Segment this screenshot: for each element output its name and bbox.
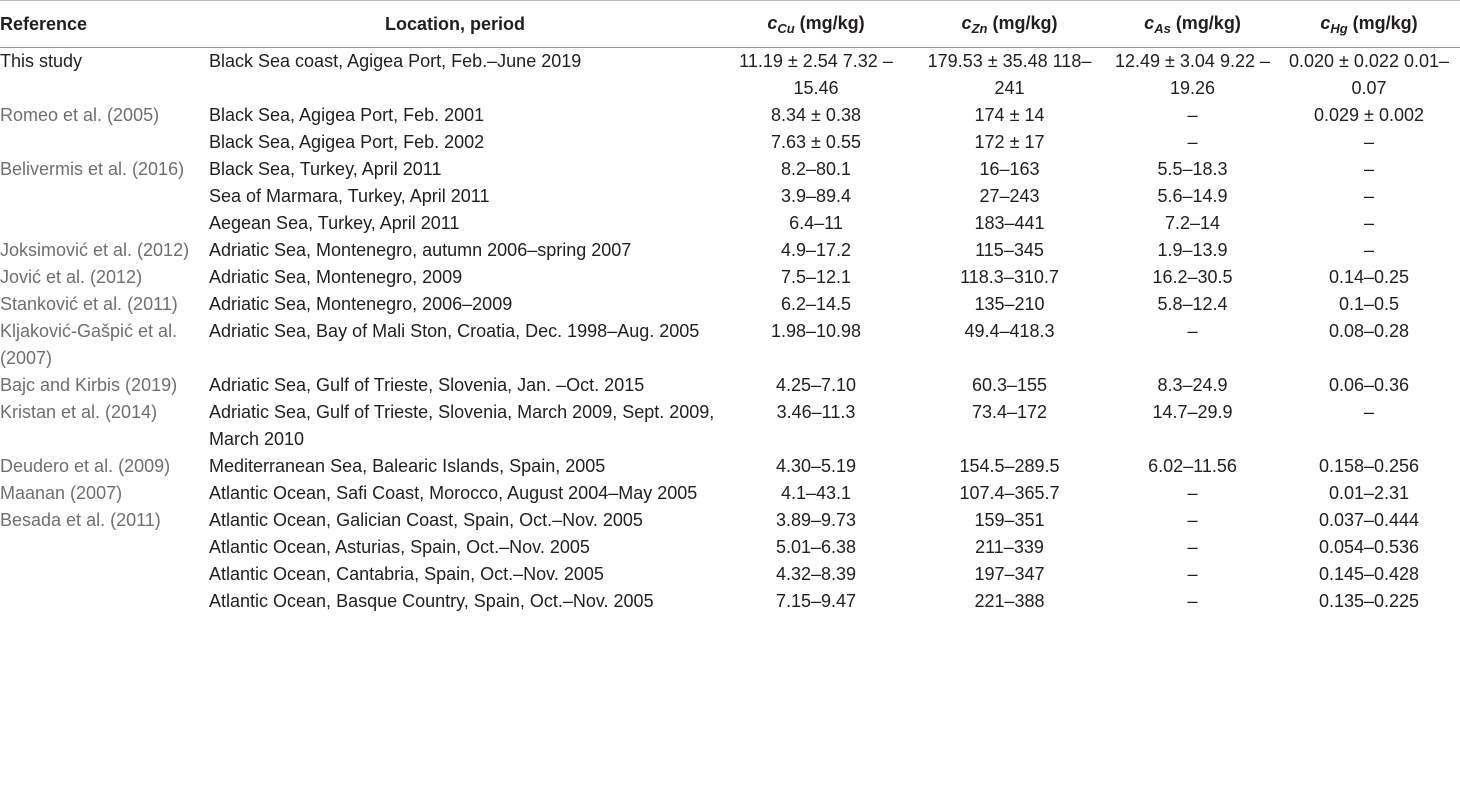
table-row <box>0 318 1460 372</box>
cell-zn: 172 ± 17 <box>974 132 1045 152</box>
header-location: Location, period <box>203 1 720 48</box>
cell-cu: 4.9–17.2 <box>780 240 852 260</box>
cell-cu: 1.98–10.98 <box>770 321 862 341</box>
cell-hg: 0.14–0.25 <box>1328 267 1410 287</box>
header-as-var: c <box>1144 13 1155 33</box>
header-zn <box>912 1 1107 48</box>
cell-zn: 183–441 <box>974 213 1045 233</box>
cell-cu: 8.2–80.1 <box>780 159 852 179</box>
cell-hg: 0.158–0.256 <box>1318 456 1420 476</box>
cell-as: – <box>1187 321 1198 341</box>
cell-as: 12.49 ± 3.04 9.22 –19.26 <box>1114 51 1270 98</box>
cell-zn: 211–339 <box>975 537 1044 557</box>
header-as-sub: As <box>1154 21 1171 36</box>
cell-reference: Kljaković-Gašpić et al. (2007) <box>0 321 178 368</box>
header-hg <box>1278 1 1460 48</box>
cell-location: Atlantic Ocean, Galician Coast, Spain, Oct.–Nov. 2005 <box>209 510 643 530</box>
cell-hg: – <box>1363 240 1374 260</box>
cell-reference <box>0 588 203 615</box>
table-row <box>0 183 1460 210</box>
cell-reference: Bajc and Kirbis (2019) <box>0 375 178 395</box>
cell-zn: 60.3–155 <box>971 375 1048 395</box>
cell-as: – <box>1187 510 1198 530</box>
cell-as: 7.2–14 <box>1164 213 1221 233</box>
cell-location: Black Sea, Agigea Port, Feb. 2001 <box>209 105 485 125</box>
cell-hg: – <box>1363 213 1374 233</box>
table-row <box>0 480 1460 507</box>
cell-reference <box>0 534 203 561</box>
cell-zn: 221–388 <box>974 591 1045 611</box>
cell-zn: 115–345 <box>975 240 1044 260</box>
header-as <box>1107 1 1278 48</box>
header-zn-sub: Zn <box>971 21 988 36</box>
cell-reference: Joksimović et al. (2012) <box>0 240 190 260</box>
cell-zn: 174 ± 14 <box>974 105 1045 125</box>
cell-hg: 0.01–2.31 <box>1328 483 1410 503</box>
header-cu-sub: Cu <box>777 21 795 36</box>
cell-location: Black Sea coast, Agigea Port, Feb.–June 2019 <box>209 51 582 71</box>
cell-reference: Maanan (2007) <box>0 483 123 503</box>
table-row <box>0 399 1460 453</box>
table-row <box>0 264 1460 291</box>
cell-hg: 0.06–0.36 <box>1328 375 1410 395</box>
table-body <box>0 48 1460 616</box>
cell-as: 5.6–14.9 <box>1157 186 1228 206</box>
cell-reference: Romeo et al. (2005) <box>0 105 160 125</box>
cell-cu: 4.30–5.19 <box>775 456 857 476</box>
header-hg-var: c <box>1320 13 1331 33</box>
cell-reference: Belivermis et al. (2016) <box>0 159 185 179</box>
cell-cu: 3.46–11.3 <box>776 402 856 422</box>
cell-hg: 0.029 ± 0.002 <box>1314 105 1424 125</box>
cell-location: Adriatic Sea, Montenegro, autumn 2006–spring 2007 <box>209 240 632 260</box>
cell-cu: 3.89–9.73 <box>775 510 857 530</box>
cell-hg: – <box>1363 186 1374 206</box>
cell-location: Atlantic Ocean, Cantabria, Spain, Oct.–Nov. 2005 <box>209 564 604 584</box>
cell-as: 6.02–11.56 <box>1148 456 1237 476</box>
cell-location: Adriatic Sea, Montenegro, 2009 <box>209 267 463 287</box>
header-cu-unit: (mg/kg) <box>794 13 865 33</box>
cell-reference: This study <box>0 51 83 71</box>
cell-location: Atlantic Ocean, Asturias, Spain, Oct.–Nov. 2005 <box>209 537 590 557</box>
cell-reference: Besada et al. (2011) <box>0 510 161 530</box>
cell-reference <box>0 561 203 588</box>
header-zn-unit: (mg/kg) <box>987 13 1058 33</box>
cell-zn: 118.3–310.7 <box>960 267 1059 287</box>
cell-cu: 6.2–14.5 <box>780 294 852 314</box>
cell-as: 8.3–24.9 <box>1157 375 1228 395</box>
header-hg-sub: Hg <box>1330 21 1348 36</box>
table-row <box>0 588 1460 615</box>
cell-zn: 154.5–289.5 <box>959 456 1060 476</box>
cell-zn: 159–351 <box>974 510 1045 530</box>
cell-zn: 179.53 ± 35.48 118–241 <box>927 51 1092 98</box>
cell-hg: 0.037–0.444 <box>1318 510 1420 530</box>
cell-reference <box>0 210 203 237</box>
table-row <box>0 453 1460 480</box>
table-row <box>0 129 1460 156</box>
cell-as: – <box>1187 483 1198 503</box>
cell-reference <box>0 183 203 210</box>
cell-location: Adriatic Sea, Gulf of Trieste, Slovenia, March 2009, Sept. 2009, March 2010 <box>209 402 715 449</box>
table-row <box>0 237 1460 264</box>
cell-as: – <box>1187 564 1198 584</box>
cell-cu: 7.15–9.47 <box>775 591 857 611</box>
cell-zn: 107.4–365.7 <box>959 483 1060 503</box>
cell-location: Atlantic Ocean, Safi Coast, Morocco, August 2004–May 2005 <box>209 483 698 503</box>
cell-location: Adriatic Sea, Bay of Mali Ston, Croatia, Dec. 1998–Aug. 2005 <box>209 321 700 341</box>
cell-as: – <box>1187 537 1198 557</box>
table-row <box>0 156 1460 183</box>
cell-hg: 0.020 ± 0.022 0.01–0.07 <box>1288 51 1449 98</box>
cell-as: 1.9–13.9 <box>1157 240 1228 260</box>
cell-location: Sea of Marmara, Turkey, April 2011 <box>209 186 490 206</box>
header-cu-var: c <box>767 13 778 33</box>
table-row <box>0 291 1460 318</box>
cell-location: Adriatic Sea, Montenegro, 2006–2009 <box>209 294 513 314</box>
cell-location: Atlantic Ocean, Basque Country, Spain, Oct.–Nov. 2005 <box>209 591 654 611</box>
cell-zn: 135–210 <box>974 294 1045 314</box>
cell-hg: – <box>1363 132 1374 152</box>
cell-as: – <box>1187 591 1198 611</box>
cell-as: – <box>1187 105 1198 125</box>
cell-as: 5.5–18.3 <box>1157 159 1228 179</box>
cell-as: – <box>1187 132 1198 152</box>
cell-zn: 27–243 <box>979 186 1040 206</box>
cell-location: Adriatic Sea, Gulf of Trieste, Slovenia, Jan. –Oct. 2015 <box>209 375 645 395</box>
cell-hg: – <box>1363 159 1374 179</box>
cell-hg: 0.1–0.5 <box>1338 294 1400 314</box>
cell-hg: – <box>1363 402 1374 422</box>
table-row <box>0 507 1460 534</box>
cell-zn: 49.4–418.3 <box>964 321 1055 341</box>
cell-cu: 5.01–6.38 <box>775 537 857 557</box>
header-row <box>0 1 1460 48</box>
cell-reference: Jović et al. (2012) <box>0 267 143 287</box>
cell-as: 16.2–30.5 <box>1152 267 1233 287</box>
table-row <box>0 102 1460 129</box>
header-reference: Reference <box>0 1 203 48</box>
cell-cu: 8.34 ± 0.38 <box>771 105 861 125</box>
cell-location: Black Sea, Turkey, April 2011 <box>209 159 442 179</box>
cell-zn: 16–163 <box>979 159 1040 179</box>
table-row <box>0 372 1460 399</box>
cell-cu: 11.19 ± 2.54 7.32 –15.46 <box>739 51 893 98</box>
cell-as: 5.8–12.4 <box>1157 294 1228 314</box>
header-cu <box>720 1 912 48</box>
cell-zn: 73.4–172 <box>971 402 1048 422</box>
cell-reference: Stanković et al. (2011) <box>0 294 178 314</box>
cell-cu: 7.5–12.1 <box>780 267 852 287</box>
table-row <box>0 48 1460 103</box>
cell-hg: 0.145–0.428 <box>1318 564 1420 584</box>
cell-cu: 7.63 ± 0.55 <box>771 132 861 152</box>
cell-hg: 0.054–0.536 <box>1318 537 1420 557</box>
cell-reference: Deudero et al. (2009) <box>0 456 171 476</box>
cell-as: 14.7–29.9 <box>1152 402 1233 422</box>
cell-reference <box>0 129 203 156</box>
cell-cu: 3.9–89.4 <box>780 186 852 206</box>
cell-cu: 4.32–8.39 <box>775 564 857 584</box>
cell-reference: Kristan et al. (2014) <box>0 402 158 422</box>
table-row <box>0 210 1460 237</box>
cell-zn: 197–347 <box>974 564 1045 584</box>
cell-location: Mediterranean Sea, Balearic Islands, Spain, 2005 <box>209 456 606 476</box>
cell-hg: 0.135–0.225 <box>1318 591 1420 611</box>
cell-cu: 6.4–11 <box>789 213 843 233</box>
header-as-unit: (mg/kg) <box>1170 13 1241 33</box>
header-zn-var: c <box>961 13 972 33</box>
header-hg-unit: (mg/kg) <box>1347 13 1418 33</box>
cell-cu: 4.25–7.10 <box>775 375 857 395</box>
table-row <box>0 534 1460 561</box>
table-row <box>0 561 1460 588</box>
cell-location: Black Sea, Agigea Port, Feb. 2002 <box>209 132 485 152</box>
cell-hg: 0.08–0.28 <box>1328 321 1410 341</box>
cell-cu: 4.1–43.1 <box>780 483 852 503</box>
cell-location: Aegean Sea, Turkey, April 2011 <box>209 213 460 233</box>
